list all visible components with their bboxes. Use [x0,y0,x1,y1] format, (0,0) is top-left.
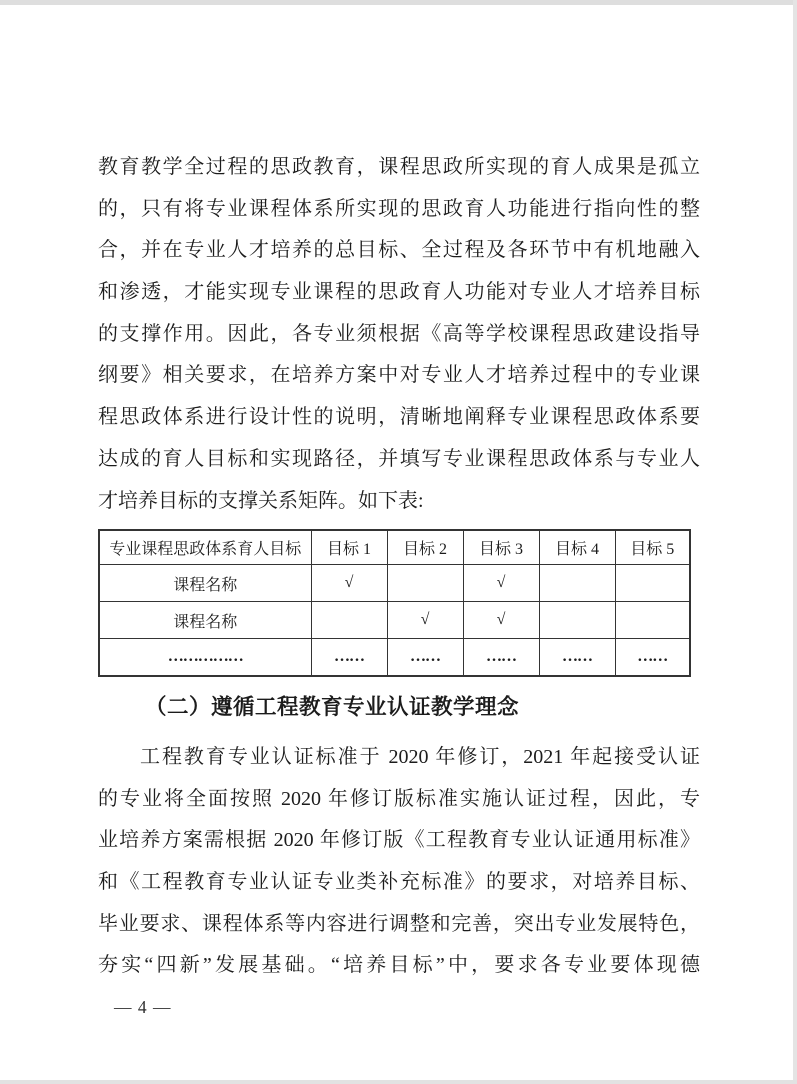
checkmark-cell [539,602,615,639]
checkmark-cell [539,565,615,602]
ellipsis-cell: …… [311,639,387,677]
table-header-cell: 目标 4 [539,530,615,565]
support-matrix-table [98,529,691,677]
text-line: 和《工程教育专业认证专业类补充标准》的要求，对培养目标、 [98,871,700,894]
checkmark-cell [615,565,690,602]
table-header-cell: 目标 2 [387,530,463,565]
table-row-ellipsis [99,639,690,677]
ellipsis-cell: …… [387,639,463,677]
table-header-row [99,530,690,565]
section-heading: （二）遵循工程教育专业认证教学理念 [145,695,520,719]
paragraph-2 [98,737,700,987]
ellipsis-cell: …………… [99,639,311,677]
text-line: 的支撑作用。因此，各专业须根据《高等学校课程思政建设指导 [98,322,700,345]
checkmark-cell: √ [463,602,539,639]
course-name-cell: 课程名称 [99,565,311,602]
page-edge-right [793,0,797,1084]
support-matrix-table-wrap [98,529,691,677]
checkmark-cell: √ [311,565,387,602]
table-row [99,602,690,639]
page-edge-top [0,0,797,5]
page-edge-bottom [0,1080,797,1084]
checkmark-cell: √ [387,602,463,639]
text-line: 和渗透，才能实现专业课程的思政育人功能对专业人才培养目标 [98,281,700,304]
page-number: — 4 — [114,997,172,1017]
ellipsis-cell: …… [463,639,539,677]
checkmark-cell: √ [463,565,539,602]
checkmark-cell [615,602,690,639]
text-line: 工程教育专业认证标准于 2020 年修订，2021 年起接受认证 [140,746,700,768]
table-header-cell: 目标 1 [311,530,387,565]
table-header-cell: 目标 3 [463,530,539,565]
text-line: 夯实“四新”发展基础。“培养目标”中，要求各专业要体现德 [98,954,700,977]
table-header-cell: 目标 5 [615,530,690,565]
text-line: 业培养方案需根据 2020 年修订版《工程教育专业认证通用标准》 [98,829,700,852]
text-line: 毕业要求、课程体系等内容进行调整和完善，突出专业发展特色， [98,912,700,935]
paragraph-1 [98,147,700,522]
text-line: 的专业将全面按照 2020 年修订版标准实施认证过程，因此，专 [98,787,700,810]
table-row [99,565,690,602]
text-line: 教育教学全过程的思政教育，课程思政所实现的育人成果是孤立 [98,156,700,178]
table-header-cell: 专业课程思政体系育人目标 [99,530,311,565]
text-line: 合，并在专业人才培养的总目标、全过程及各环节中有机地融入 [98,239,700,262]
ellipsis-cell: …… [615,639,690,677]
checkmark-cell [387,565,463,602]
text-line: 程思政体系进行设计性的说明，清晰地阐释专业课程思政体系要 [98,406,700,429]
text-line: 的，只有将专业课程体系所实现的思政育人功能进行指向性的整 [98,197,700,220]
checkmark-cell [311,602,387,639]
text-line: 纲要》相关要求，在培养方案中对专业人才培养过程中的专业课 [98,364,700,387]
text-line: 才培养目标的支撑关系矩阵。如下表: [98,489,424,512]
course-name-cell: 课程名称 [99,602,311,639]
ellipsis-cell: …… [539,639,615,677]
text-line: 达成的育人目标和实现路径，并填写专业课程思政体系与专业人 [98,447,700,470]
